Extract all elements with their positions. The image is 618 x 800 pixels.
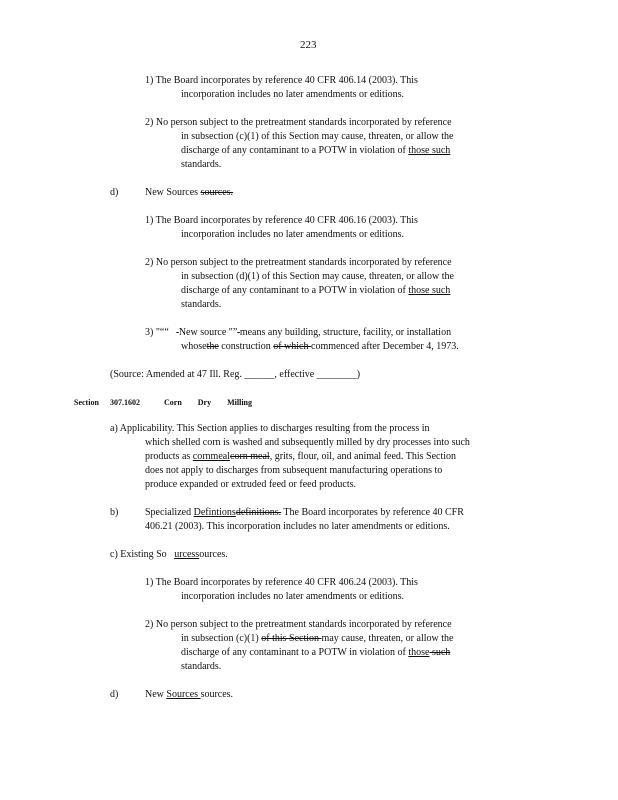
item-d-2-line4: standards. [181,299,222,310]
source-note: (Source: Amended at 47 Ill. Reg. ______, effective ________) [110,369,361,380]
item-c-1: 1) The Board incorporates by reference 40 CFR 406.14 (2003). This [145,75,418,86]
section-number: 307.1602 [110,398,140,407]
item-c2-2-line2: in subsection (c)(1) of this Section may cause, threaten, or allow the [181,633,454,644]
item-c2-2: 2) No person subject to the pretreatment standards incorporated by reference [145,619,452,630]
item-c-2-line3: discharge of any contaminant to a POTW in violation of those such [181,145,451,156]
item-d2-label: d) [110,689,119,700]
item-c-2-line4: standards. [181,159,222,170]
item-d-2-line3: discharge of any contaminant to a POTW in violation of those such [181,285,451,296]
item-c-2-line2: in subsection (c)(1) of this Section may cause, threaten, or allow the [181,131,454,142]
item-c-1-cont: incorporation includes no later amendments or editions. [181,89,404,100]
page-number: 223 [300,39,317,51]
item-d-2: 2) No person subject to the pretreatment standards incorporated by reference [145,257,452,268]
item-d-3: 3) "““ New source "” means any building, structure, facility, or installation [145,327,452,338]
item-b-line2: 406.21 (2003). This incorporation includes no later amendments or editions. [145,521,450,532]
item-d-label: d) [110,187,119,198]
item-c2-1: 1) The Board incorporates by reference 40 CFR 406.24 (2003). This [145,577,418,588]
item-d-3-line2: whosethe construction of which commenced after December 4, 1973. [181,341,459,352]
item-d-1-cont: incorporation includes no later amendments or editions. [181,229,404,240]
item-d2-heading: New Sources sources. [145,689,234,700]
item-b-line1: Specialized Defintionsdefinitions. The Board incorporates by reference 40 CFR [145,507,464,518]
item-a-line3: products as cornmealcorn meal, grits, flour, oil, and animal feed. This Section [145,451,457,462]
section-title: Corn Dry Milling [164,398,252,407]
item-c2-1-cont: incorporation includes no later amendments or editions. [181,591,404,602]
item-c2-2-line3: discharge of any contaminant to a POTW in violation of those such [181,647,451,658]
item-c2-2-line4: standards. [181,661,222,672]
item-d-heading: New Sources sources. [145,187,234,198]
item-d-2-line2: in subsection (d)(1) of this Section may cause, threaten, or allow the [181,271,454,282]
item-a-line2: which shelled corn is washed and subsequently milled by dry processes into such [145,437,470,448]
item-b-label: b) [110,507,119,518]
item-c-heading: c) Existing So urcessources. [110,549,228,560]
item-a-line5: produce expanded or extruded feed or feed products. [145,479,357,490]
item-a: a) Applicability. This Section applies to discharges resulting from the process in [110,423,430,434]
item-a-line4: does not apply to discharges from subsequent manufacturing operations to [145,465,443,476]
item-c-2: 2) No person subject to the pretreatment standards incorporated by reference [145,117,452,128]
item-d-1: 1) The Board incorporates by reference 40 CFR 406.16 (2003). This [145,215,418,226]
section-label: Section [74,398,99,407]
